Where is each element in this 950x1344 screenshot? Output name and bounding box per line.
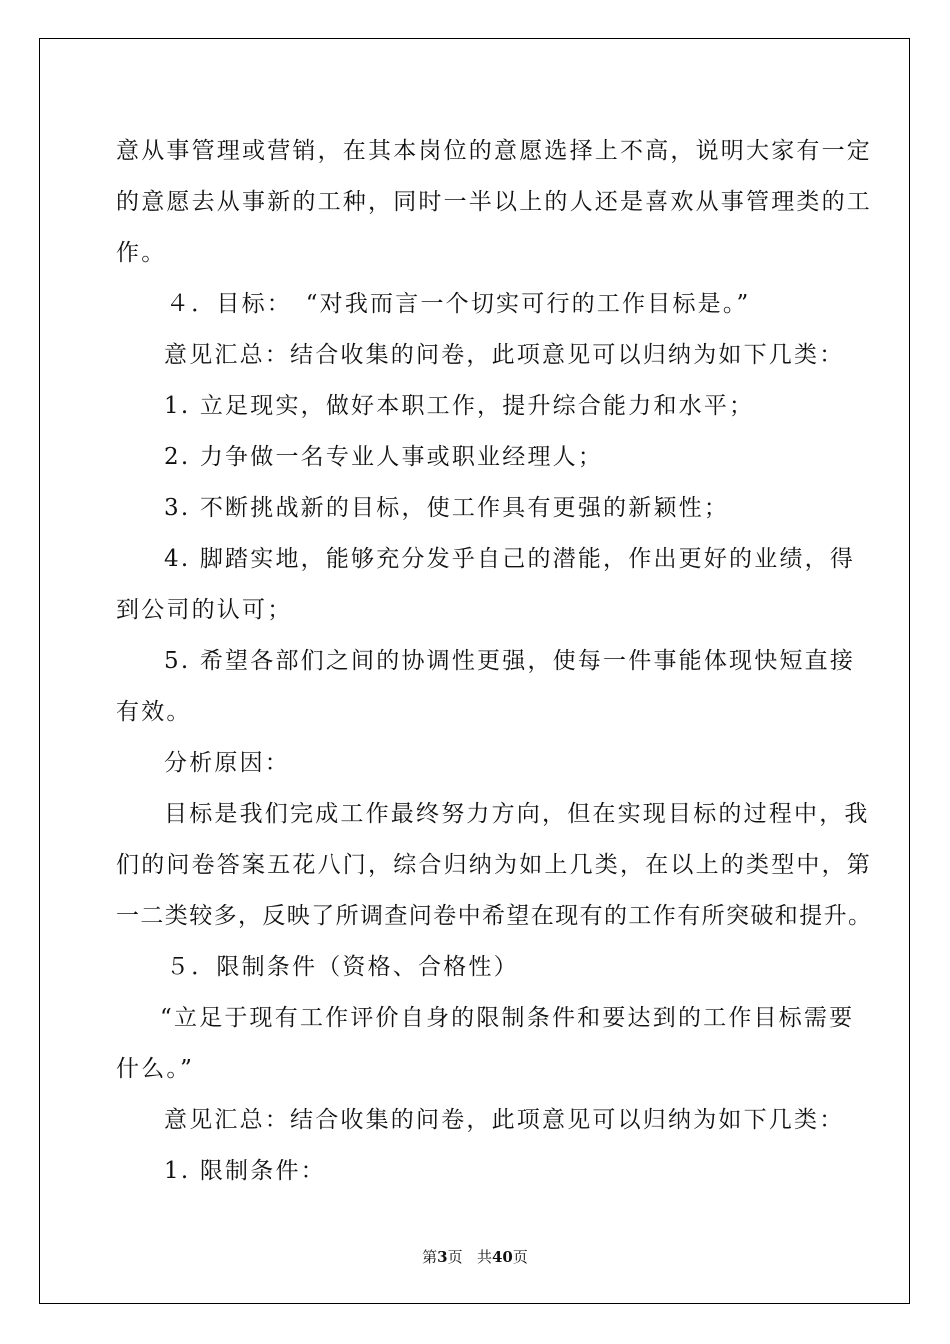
text-line: 们的问卷答案五花八门，综合归纳为如上几类，在以上的类型中，第 — [116, 852, 872, 878]
list-item: 5. 希望各部们之间的协调性更强，使每一件事能体现快短直接 — [164, 648, 856, 674]
question-quote-continuation: 什么。” — [116, 1056, 195, 1082]
footer-page-current: 3 — [437, 1248, 448, 1266]
document-body — [116, 126, 873, 1197]
list-item: 2. 力争做一名专业人事或职业经理人； — [164, 444, 604, 470]
footer-page-unit: 页 — [447, 1248, 463, 1266]
analysis-heading: 分析原因： — [164, 750, 290, 776]
footer-total-prefix: 共 — [476, 1248, 492, 1266]
footer-page-total: 40 — [491, 1248, 513, 1266]
footer-page-prefix: 第 — [422, 1248, 438, 1266]
list-item: 1. 限制条件： — [164, 1158, 326, 1184]
opinion-summary: 意见汇总：结合收集的问卷，此项意见可以归纳为如下几类： — [164, 1107, 845, 1133]
section-heading-constraints: ５．限制条件（资格、合格性） — [166, 954, 519, 980]
list-item-continuation: 到公司的认可； — [116, 597, 293, 623]
list-item: 4. 脚踏实地，能够充分发乎自己的潜能，作出更好的业绩，得 — [164, 546, 856, 572]
opinion-summary: 意见汇总：结合收集的问卷，此项意见可以归纳为如下几类： — [164, 342, 845, 368]
list-item: 3. 不断挑战新的目标，使工作具有更强的新颖性； — [164, 495, 730, 521]
text-line: 目标是我们完成工作最终努力方向，但在实现目标的过程中，我 — [164, 801, 870, 827]
section-heading-goal: ４．目标： “对我而言一个切实可行的工作目标是。” — [166, 291, 751, 317]
text-line: 作。 — [116, 240, 167, 266]
text-line: 一二类较多，反映了所调查问卷中希望在现有的工作有所突破和提升。 — [116, 903, 873, 929]
text-line: 的意愿去从事新的工种，同时一半以上的人还是喜欢从事管理类的工 — [116, 189, 872, 215]
text-line: 意从事管理或营销，在其本岗位的意愿选择上不高，说明大家有一定 — [116, 138, 872, 164]
footer-total-unit: 页 — [512, 1248, 528, 1266]
list-item: 1. 立足现实，做好本职工作，提升综合能力和水平； — [164, 393, 755, 419]
question-quote: “立足于现有工作评价自身的限制条件和要达到的工作目标需要 — [160, 1005, 855, 1031]
page-footer — [0, 1246, 950, 1267]
list-item-continuation: 有效。 — [116, 699, 192, 725]
